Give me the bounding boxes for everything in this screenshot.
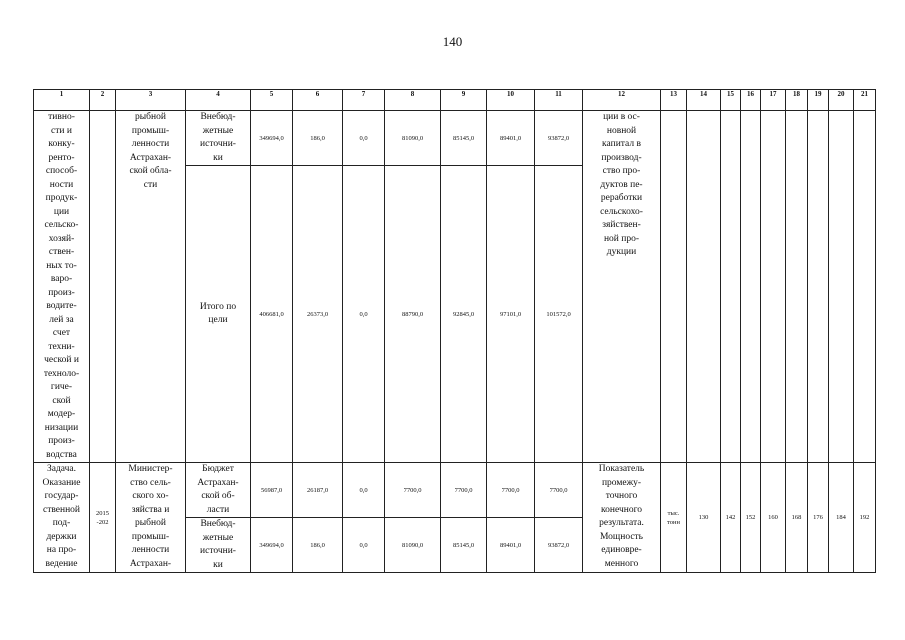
value-cell: 186,0 [293,518,343,573]
goal-description-cell: тивно- сти и конку- ренто- способ- ности продук- ции сельско- хозяй- ствен- ных то- варо- произ- водите- лей за счет техни- ческой и техноло- гиче- ской модер- низации произ- водства [34,111,90,463]
value-cell: 92845,0 [441,166,487,463]
unit-cell: тыс. тонн [661,463,687,573]
funding-source-cell: Внебюд- жетные источни- ки [186,111,251,166]
indicator-description-cell: Показатель промежу- точного конечного результата. Мощность единовре- менного [583,463,661,573]
indicator-description-cell: ции в ос- новной капитал в производ- ство про- дуктов пе- реработки сельскохо- зяйствен- ной про- дукции [583,111,661,463]
indicator-cell [854,111,876,463]
budget-table [33,89,876,573]
value-cell: 88790,0 [385,166,441,463]
indicator-cell [786,111,808,463]
value-cell: 26187,0 [293,463,343,518]
header-cell: 7 [343,90,385,111]
period-cell [90,111,116,463]
funding-source-cell: Внебюд- жетные источни- ки [186,518,251,573]
indicator-cell: 142 [721,463,741,573]
header-cell: 16 [741,90,761,111]
period-cell: 2015 -202 [90,463,116,573]
header-cell: 6 [293,90,343,111]
indicator-cell: 160 [761,463,786,573]
header-cell: 10 [487,90,535,111]
header-cell: 14 [687,90,721,111]
value-cell: 56987,0 [251,463,293,518]
value-cell: 93872,0 [535,518,583,573]
indicator-cell [721,111,741,463]
value-cell: 85145,0 [441,111,487,166]
value-cell: 81090,0 [385,111,441,166]
indicator-cell [741,111,761,463]
page-number: 140 [442,34,463,49]
value-cell: 7700,0 [487,463,535,518]
value-cell: 7700,0 [441,463,487,518]
indicator-cell [808,111,829,463]
header-cell: 9 [441,90,487,111]
indicator-cell [829,111,854,463]
value-cell: 7700,0 [535,463,583,518]
header-cell: 19 [808,90,829,111]
funding-source-cell: Бюджет Астрахан- ской об- ласти [186,463,251,518]
indicator-cell: 184 [829,463,854,573]
value-cell: 81090,0 [385,518,441,573]
header-cell: 1 [34,90,90,111]
indicator-cell: 152 [741,463,761,573]
value-cell: 349694,0 [251,111,293,166]
task-description-cell: Задача. Оказание государ- ственной под- держки на про- ведение [34,463,90,573]
header-cell: 5 [251,90,293,111]
indicator-cell: 130 [687,463,721,573]
indicator-cell [761,111,786,463]
header-cell: 12 [583,90,661,111]
value-cell: 0,0 [343,518,385,573]
value-cell: 186,0 [293,111,343,166]
header-cell: 18 [786,90,808,111]
header-cell: 2 [90,90,116,111]
value-cell: 89401,0 [487,518,535,573]
value-cell: 0,0 [343,463,385,518]
value-cell: 101572,0 [535,166,583,463]
header-cell: 13 [661,90,687,111]
value-cell: 7700,0 [385,463,441,518]
value-cell: 349694,0 [251,518,293,573]
funding-source-cell: Итого по цели [186,166,251,463]
header-cell: 17 [761,90,786,111]
value-cell: 0,0 [343,166,385,463]
header-cell: 20 [829,90,854,111]
header-row [34,90,876,111]
executor-cell: Министер- ство сель- ского хо- зяйства и рыбной промыш- ленности Астрахан- [116,463,186,573]
value-cell: 89401,0 [487,111,535,166]
unit-cell [661,111,687,463]
table-row [34,463,876,518]
indicator-cell: 176 [808,463,829,573]
header-cell: 11 [535,90,583,111]
value-cell: 93872,0 [535,111,583,166]
value-cell: 26373,0 [293,166,343,463]
header-cell: 8 [385,90,441,111]
header-cell: 21 [854,90,876,111]
indicator-cell: 168 [786,463,808,573]
value-cell: 85145,0 [441,518,487,573]
value-cell: 406681,0 [251,166,293,463]
indicator-cell [687,111,721,463]
value-cell: 0,0 [343,111,385,166]
header-cell: 15 [721,90,741,111]
indicator-cell: 192 [854,463,876,573]
executor-cell: рыбной промыш- ленности Астрахан- ской обла- сти [116,111,186,463]
header-cell: 4 [186,90,251,111]
value-cell: 97101,0 [487,166,535,463]
table-row [34,111,876,166]
header-cell: 3 [116,90,186,111]
